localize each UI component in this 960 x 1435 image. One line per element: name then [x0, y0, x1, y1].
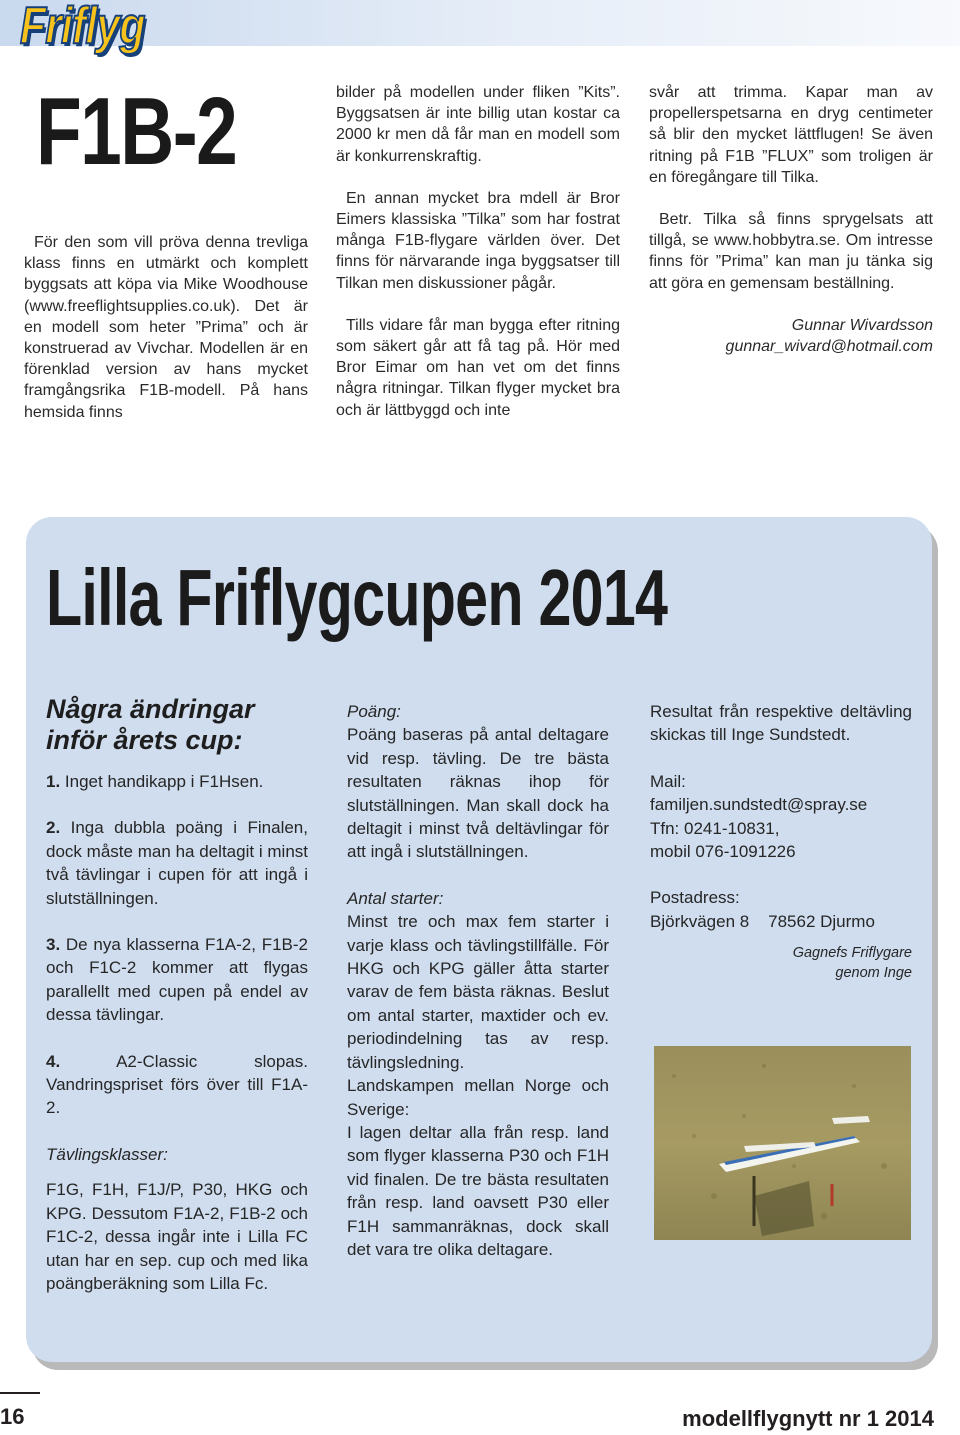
paragraph: För den som vill pröva denna trevliga klass finns en utmärkt och komplett byggsats att köpa via Mike Woodhouse (www.freeflightsupplies.co.uk). Det är en modell som heter ”Prima” och är konstruerad av Vivchar. Modellen är en förenklad version av hans mycket framgångsrika F1B-modell. På hans hemsida finns [24, 234, 308, 421]
box-column-1 [46, 694, 308, 1318]
list-item: 4. A2-Classic slopas. Vandringspriset förs över till F1A-2. [46, 1051, 308, 1118]
paragraph: bilder på modellen under fliken ”Kits”. Byggsatsen är inte billig utan kostar ca 2000 kr men då får man en modell som är konkurrenskraftig. [336, 84, 620, 165]
phone: Tfn: 0241-10831, [650, 818, 780, 838]
points-heading: Poäng: [347, 702, 401, 721]
model-airplane-photo [654, 1046, 911, 1240]
changes-heading: Några ändringar inför årets cup: [46, 694, 255, 755]
mail-address: familjen.sundstedt@spray.se [650, 795, 868, 815]
list-item: 2. Inga dubbla poäng i Finalen, dock måste man ha deltagit i minst två tävlingar i cupen för att ingå i slutställningen. [46, 818, 308, 908]
classes-heading: Tävlingsklasser: [46, 1144, 168, 1164]
page-number: 16 [0, 1404, 25, 1429]
paragraph: Resultat från respektive deltävling skickas till Inge Sundstedt. [650, 702, 912, 745]
footer-rule [0, 1392, 40, 1394]
paragraph: Betr. Tilka så finns sprygelsats att tillgå, se www.hobbytra.se. Om intresse finns för ”Prima” kan man ju tänka sig att göra en gemensam beställning. [649, 211, 933, 292]
article-title: F1B-2 [36, 78, 237, 185]
box-column-3 [650, 700, 912, 983]
article-column-2 [336, 82, 620, 442]
box-column-2 [347, 700, 609, 1284]
list-item: 1. Inget handikapp i F1Hsen. [46, 772, 264, 791]
photo-illustration [654, 1046, 911, 1240]
paragraph: Poäng baseras på antal deltagare vid resp. tävling. De tre bästa resultaten räknas ihop för slutställningen. Man skall dock ha deltagit i minst två deltävlingar för att ingå i slutställningen. [347, 725, 609, 862]
magazine-name: modellflygnytt nr 1 2014 [682, 1406, 934, 1431]
mobile: mobil 076-1091226 [650, 842, 796, 862]
address: Björkvägen 8 78562 Djurmo [650, 911, 875, 931]
section-title: Friflyg [20, 0, 145, 55]
paragraph: En annan mycket bra mdell är Bror Eimers klassiska ”Tilka” som har fostrat många F1B-flygare världen över. Det finns för närvarande inga byggsatser till Tilkan men diskussioner pågår. [336, 189, 620, 292]
paragraph: Minst tre och max fem starter i varje klass och tävlingstillfälle. För HKG och KPG gäller åtta starter varav de fem bästa räknas. Beslut om antal starter, maxtider och ev. periodindelning tas av resp. tävlingsledning. [347, 912, 609, 1072]
caption-line-2: genom Inge [835, 965, 912, 982]
author-email: gunnar_wivard@hotmail.com [725, 338, 933, 356]
article-column-1 [24, 232, 308, 444]
paragraph: F1G, F1H, F1J/P, P30, HKG och KPG. Dessutom F1A-2, F1B-2 och F1C-2, dessa ingår inte i Lilla FC utan har en sep. cup och med lika poängberäkning som Lilla Fc. [46, 1180, 308, 1293]
mail-label: Mail: [650, 771, 686, 791]
paragraph: I lagen deltar alla från resp. land som flyger klasserna P30 och F1H vid finalen. De tre bästa resultaten från resp. land oavsett P30 eller F1H sammanräknas, dock skall det vara tre olika deltagare. [347, 1122, 609, 1259]
caption-line-1: Gagnefs Friflygare [792, 945, 912, 962]
article-column-3 [649, 82, 933, 357]
paragraph: Landskampen mellan Norge och Sverige: [347, 1076, 609, 1119]
author-name: Gunnar Wivardsson [791, 316, 933, 334]
paragraph: svår att trimma. Kapar man av propellerspetsarna en dryg centimeter så blir den mycket lättflugen! Se även ritning på F1B ”FLUX” som troligen är en föregångare till Tilka. [649, 84, 933, 186]
box-title: Lilla Friflygcupen 2014 [46, 553, 668, 642]
paragraph: Tills vidare får man bygga efter ritning som säkert går att få tag på. Hör med Bror Eimar om han vet om det finns några ritningar. Tilkan flyger mycket bra och är lättbyggd och inte [336, 316, 620, 419]
address-label: Postadress: [650, 888, 740, 908]
list-item: 3. De nya klasserna F1A-2, F1B-2 och F1C-2 kommer att flygas parallellt med cupen på endel av dessa tävlingar. [46, 935, 308, 1025]
starts-heading: Antal starter: [347, 888, 444, 908]
